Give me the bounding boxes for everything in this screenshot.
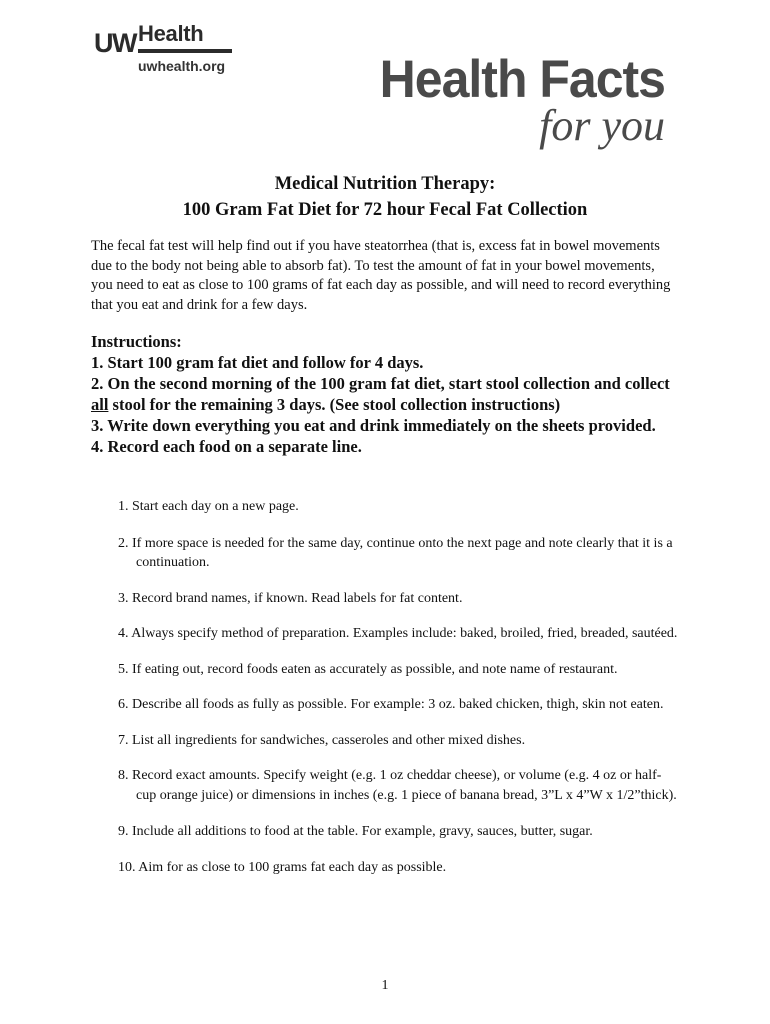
- page-number: 1: [381, 978, 389, 993]
- list-item: 8. Record exact amounts. Specify weight (e.g. 1 oz cheddar cheese), or volume (e.g. 4 oz or half-cup orange juice) or dimensions in inches (e.g. 1 piece of banana bread, 3”L x 4”W x 1/2”thick).: [118, 768, 677, 803]
- logo-rule: [138, 49, 232, 53]
- instruction-step-2: [91, 373, 681, 415]
- logo-uw-text: UW: [94, 28, 136, 58]
- list-item: 7. List all ingredients for sandwiches, casseroles and other mixed dishes.: [118, 732, 526, 748]
- step-2-text-a: 2. On the second morning of the 100 gram fat diet, start stool collection and collect: [91, 374, 670, 393]
- uwhealth-logo: [94, 18, 244, 78]
- title-line-2: 100 Gram Fat Diet for 72 hour Fecal Fat Collection: [182, 200, 588, 220]
- list-item: 5. If eating out, record foods eaten as accurately as possible, and note name of restaurant.: [118, 661, 618, 677]
- list-item: 6. Describe all foods as fully as possible. For example: 3 oz. baked chicken, thigh, skin not eaten.: [118, 697, 664, 712]
- logo-url: uwhealth.org: [138, 58, 226, 74]
- list-item: 2. If more space is needed for the same day, continue onto the next page and note clearly that it is a continuation.: [118, 535, 673, 570]
- masthead-title: Health Facts: [379, 49, 665, 109]
- instruction-step-4: 4. Record each food on a separate line.: [91, 437, 362, 456]
- health-facts-masthead: [379, 49, 665, 150]
- list-item: 9. Include all additions to food at the table. For example, gravy, sauces, butter, sugar.: [118, 824, 593, 839]
- step-2-text-b: stool for the remaining 3 days. (See stool collection instructions): [108, 395, 561, 414]
- step-2-underlined-word: all: [91, 395, 109, 414]
- document-title: [0, 171, 770, 223]
- logo-health-text: Health: [138, 21, 204, 46]
- instruction-step-3: 3. Write down everything you eat and drink immediately on the sheets provided.: [91, 416, 656, 435]
- list-item: 10. Aim for as close to 100 grams fat each day as possible.: [118, 859, 447, 875]
- list-item: 3. Record brand names, if known. Read labels for fat content.: [118, 590, 463, 606]
- instruction-step-1: 1. Start 100 gram fat diet and follow for 4 days.: [91, 353, 424, 372]
- list-item: 1. Start each day on a new page.: [118, 499, 299, 514]
- title-line-1: Medical Nutrition Therapy:: [274, 174, 496, 194]
- intro-paragraph: The fecal fat test will help find out if you have steatorrhea (that is, excess fat in bowel movements due to the body not being able to absorb fat). To test the amount of fat in your bowel movements, you need to eat as close to 100 grams of fat each day as possible, and will need to record everything that you eat and drink for a few days.: [91, 238, 671, 313]
- masthead-subtitle: for you: [539, 101, 665, 150]
- instructions-section: [91, 331, 681, 457]
- list-item: 4. Always specify method of preparation. Examples include: baked, broiled, fried, breaded, sautéed.: [118, 626, 678, 641]
- instructions-heading: Instructions:: [91, 332, 182, 351]
- recording-tips-list: [118, 497, 678, 877]
